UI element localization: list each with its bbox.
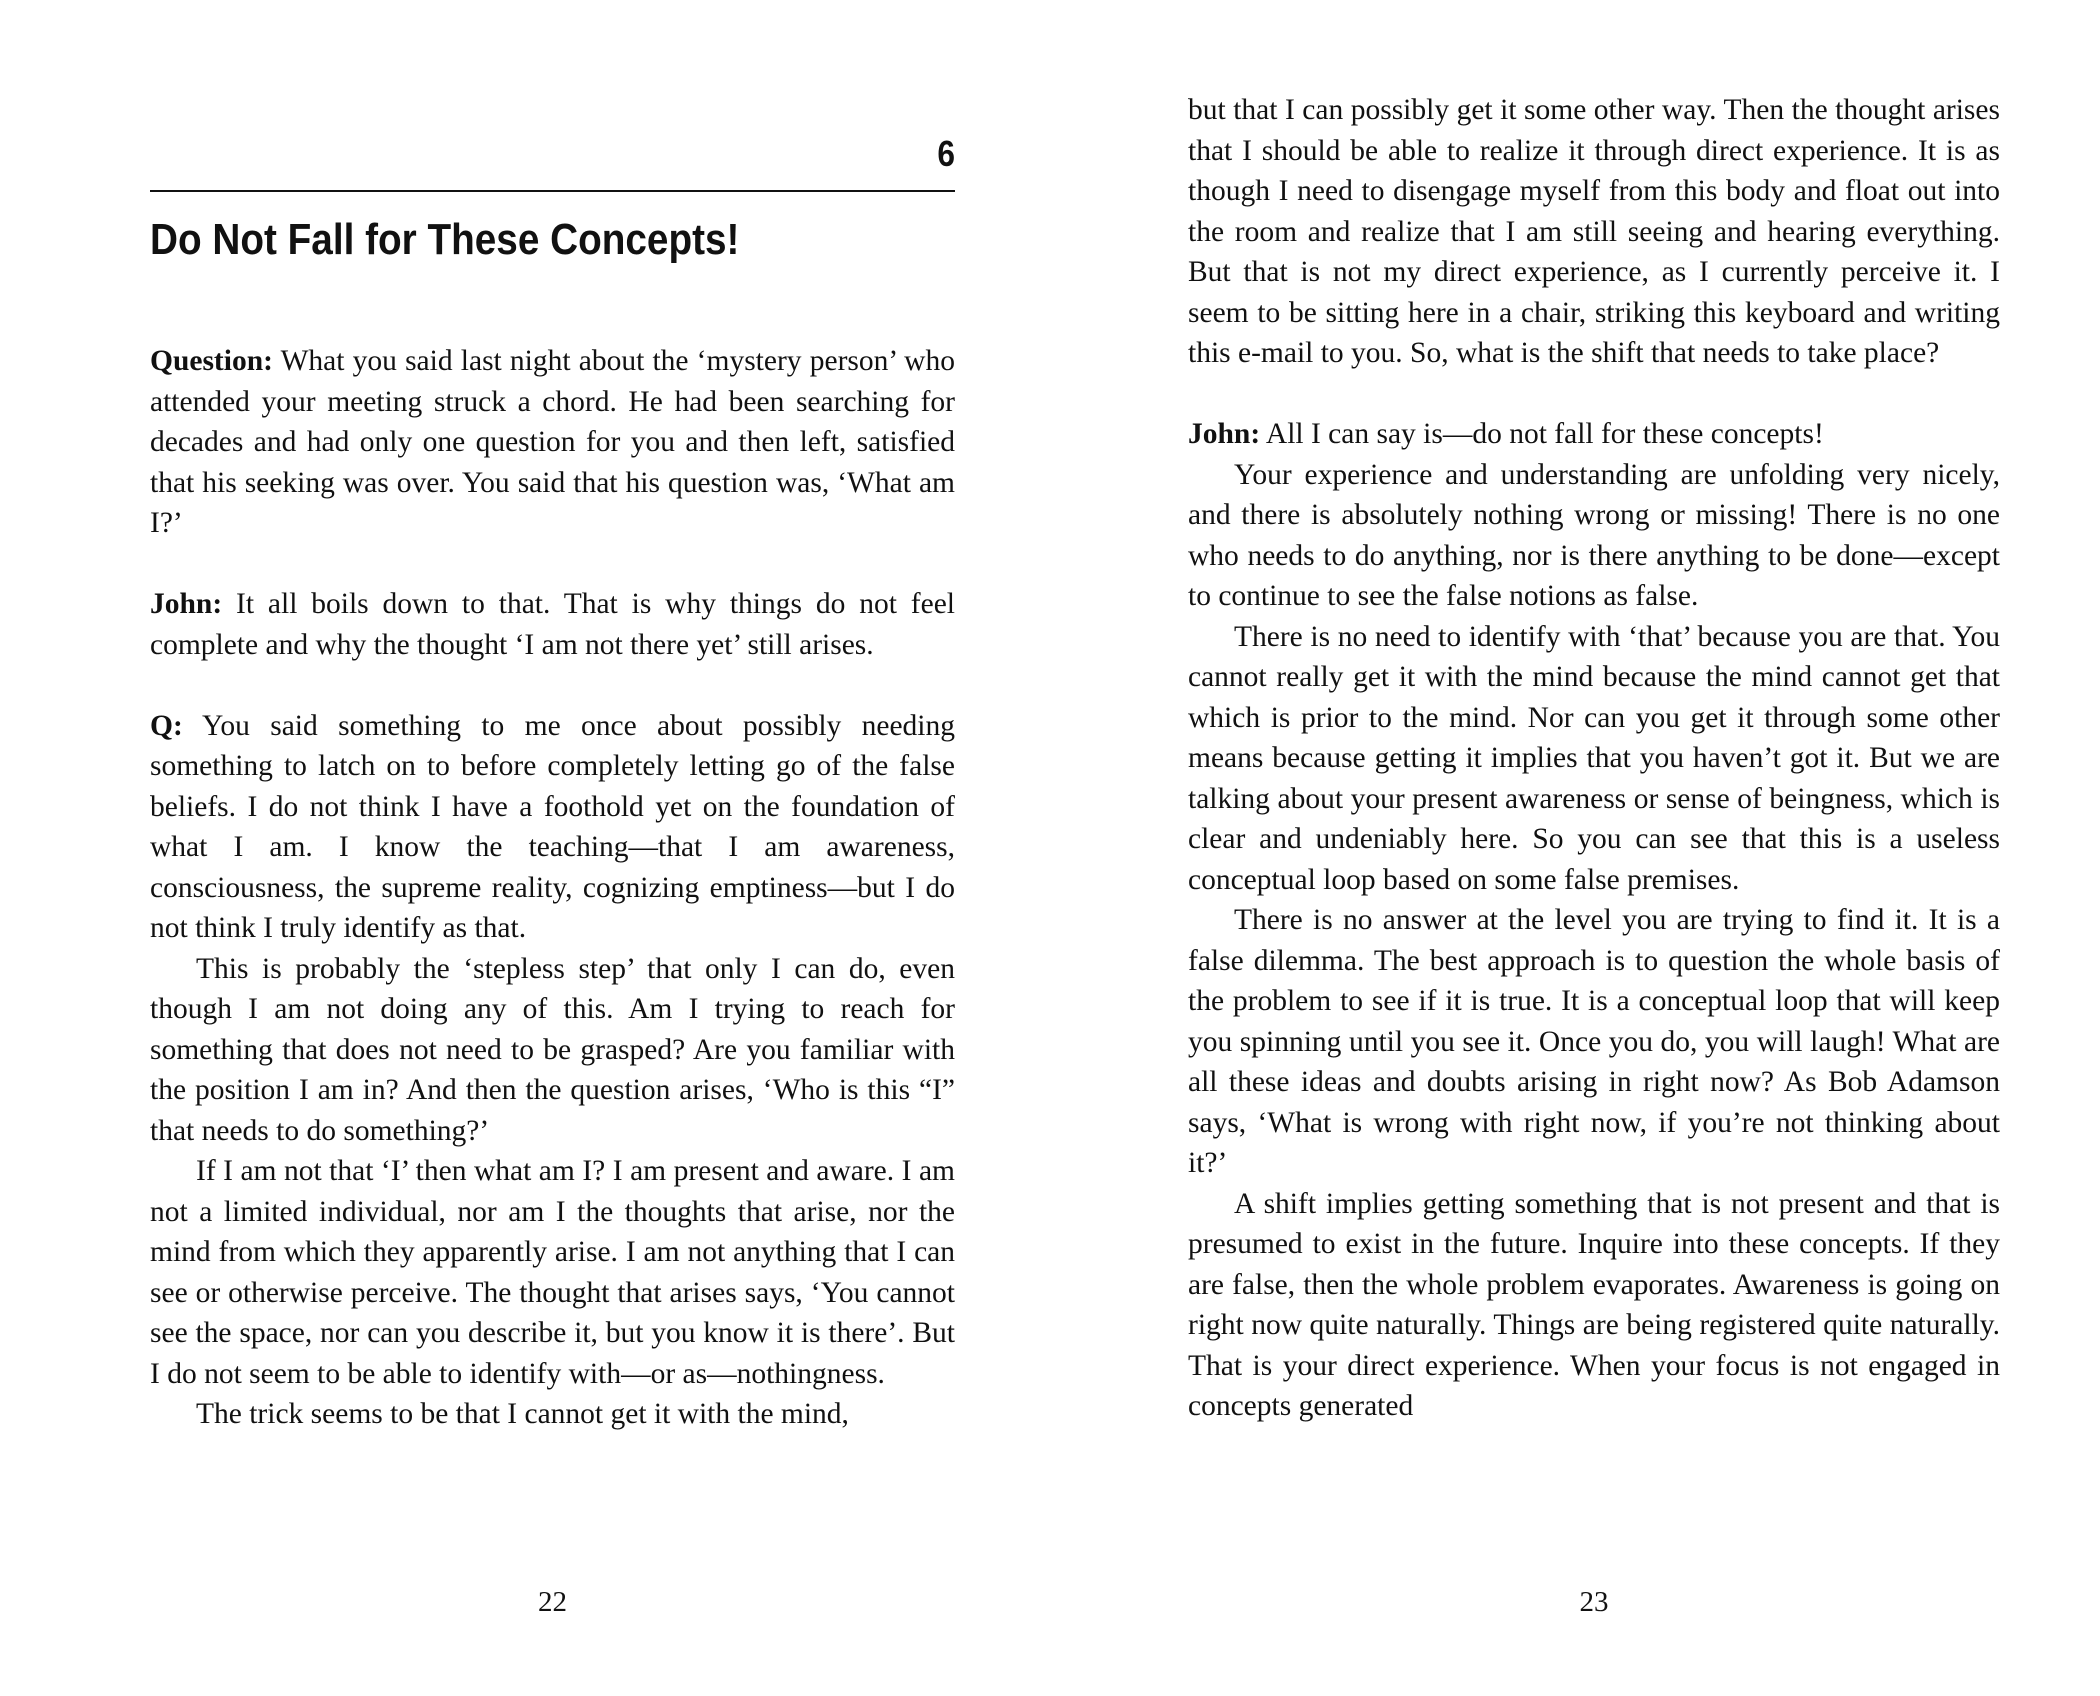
paragraph (1188, 414, 2000, 455)
speaker-label: John: (150, 588, 223, 620)
left-page-body (150, 341, 955, 1435)
chapter-number: 6 (937, 133, 955, 174)
paragraph (150, 949, 955, 1152)
speaker-label: Q: (150, 709, 183, 742)
paragraph-text: There is no need to identify with ‘that’ because you are that. You cannot really get it with the mind because the mind cannot get that which is prior to the mind. Nor can you get it through some other means because getting it implies that you haven’t got it. But we are talking about your present awareness or sense of beingness, which is clear and undeniably here. So you can see that this is a useless conceptual loop based on some false premises. (1188, 620, 2000, 896)
paragraph-text: You said something to me once about possibly needing something to latch on to before completely letting go of the false beliefs. I do not think I have a foothold yet on the foundation of what I am. I know the teaching—that I am awareness, consciousness, the supreme reality, cognizing emptiness—but I do not think I truly identify as that. (150, 709, 955, 944)
paragraph-text: It all boils down to that. That is why things do not feel complete and why the thought ‘I am not there yet’ still arises. (150, 588, 955, 661)
paragraph (150, 706, 955, 949)
paragraph-text: The trick seems to be that I cannot get it with the mind, (196, 1398, 849, 1430)
paragraph (150, 584, 955, 665)
speaker-label: John: (1188, 418, 1261, 450)
chapter-title: Do Not Fall for These Concepts! (150, 215, 740, 264)
paragraph-text: There is no answer at the level you are trying to find it. It is a false dilemma. The best approach is to question the whole basis of the problem to see if it is true. It is a conceptual loop that will keep you spinning until you see it. Once you do, you will laugh! What are all these ideas and doubts arising in right now? As Bob Adamson says, ‘What is wrong with right now, if you’re not thinking about it?’ (1188, 904, 2000, 1179)
paragraph (1188, 90, 2000, 374)
left-page (150, 0, 955, 1696)
page-number: 23 (1579, 1586, 1609, 1618)
paragraph (150, 1151, 955, 1394)
paragraph-text: A shift implies getting something that is not present and that is presumed to exist in the future. Inquire into these concepts. If they are false, then the whole problem evaporates. Awareness is going on right now quite naturally. Things are being registered quite naturally. That is your direct experience. When your focus is not engaged in concepts generated (1188, 1187, 2000, 1422)
right-page (1188, 0, 2000, 1696)
paragraph-text: All I can say is—do not fall for these concepts! (1260, 418, 1824, 450)
paragraph (150, 341, 955, 544)
paragraph (1188, 455, 2000, 617)
paragraph-text: but that I can possibly get it some other way. Then the thought arises that I should be able to realize it through direct experience. It is as though I need to disengage myself from this body and float out into the room and realize that I am still seeing and hearing everything. But that is not my direct experience, as I currently perceive it. I seem to be sitting here in a chair, striking this keyboard and writing this e-mail to you. So, what is the shift that needs to take place? (1188, 94, 2000, 369)
chapter-rule (150, 190, 955, 192)
page-number: 22 (538, 1586, 567, 1618)
paragraph (1188, 900, 2000, 1184)
paragraph-text: What you said last night about the ‘mystery person’ who attended your meeting struck a chord. He had been searching for decades and had only one question for you and then left, satisfied that his seeking was over. You said that his question was, ‘What am I?’ (150, 345, 955, 539)
paragraph (150, 1394, 955, 1435)
right-page-body (1188, 90, 2000, 1427)
paragraph-text: If I am not that ‘I’ then what am I? I am present and aware. I am not a limited individual, nor am I the thoughts that arise, nor the mind from which they apparently arise. I am not anything that I can see or otherwise perceive. The thought that arises says, ‘You cannot see the space, nor can you describe it, but you know it is there’. But I do not seem to be able to identify with—or as—nothingness. (150, 1155, 955, 1390)
paragraph-text: Your experience and understanding are unfolding very nicely, and there is absolutely nothing wrong or missing! There is no one who needs to do anything, nor is there anything to be done—except to continue to see the false notions as false. (1188, 458, 2000, 612)
paragraph (1188, 1184, 2000, 1427)
speaker-label: Question: (150, 345, 273, 377)
paragraph (1188, 617, 2000, 901)
paragraph-text: This is probably the ‘stepless step’ that only I can do, even though I am not doing any of this. Am I trying to reach for something that does not need to be grasped? Are you familiar with the position I am in? And then the question arises, ‘Who is this “I” that needs to do something?’ (150, 952, 955, 1147)
